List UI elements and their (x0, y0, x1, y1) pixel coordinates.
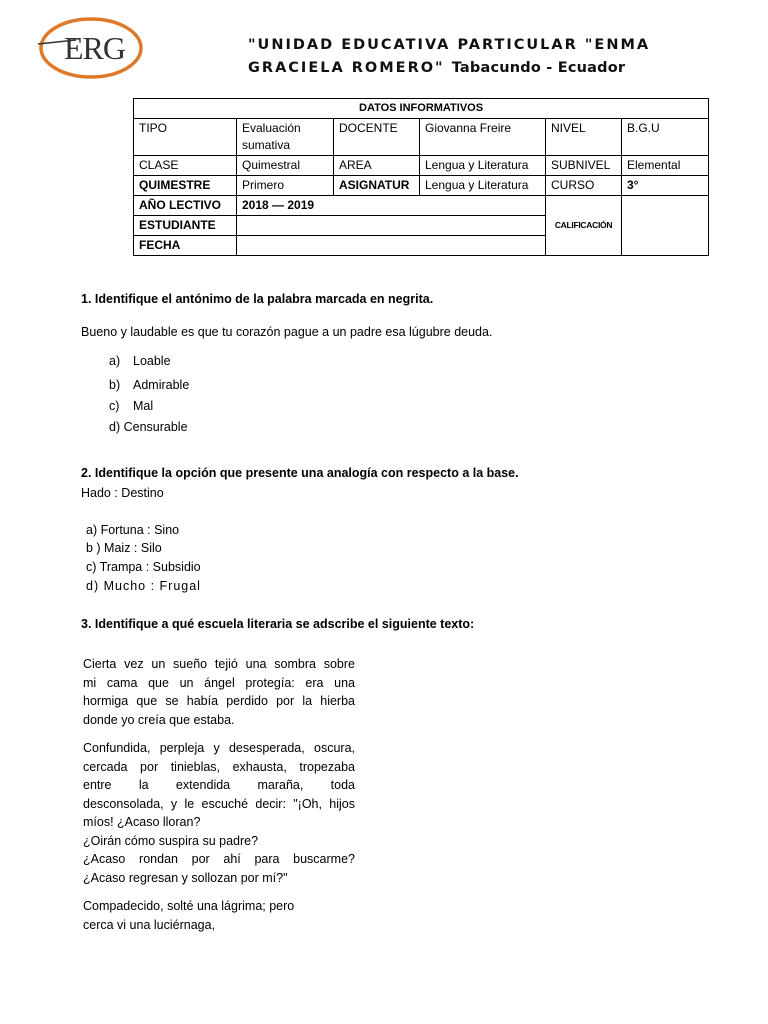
poem-stanza-1 (83, 655, 355, 729)
curso-label: CURSO (546, 176, 622, 196)
curso-value: 3° (622, 176, 709, 196)
poem-line: ¿Acaso regresan y sollozan por mí?" (83, 870, 288, 885)
info-table-title: DATOS INFORMATIVOS (134, 99, 709, 119)
school-logo (36, 14, 146, 82)
poem-line: cercada por tinieblas, exhausta, tropezaba (83, 759, 355, 774)
school-name-line-2: GRACIELA ROMERO" (248, 60, 445, 76)
quimestre-value: Primero (237, 176, 334, 196)
asignatura-label: ASIGNATUR (334, 176, 420, 196)
ano-lectivo-value: 2018 — 2019 (237, 196, 546, 216)
poem-line: Compadecido, solté una lágrima; pero (83, 899, 295, 913)
question-2: 2. Identifique la opción que presente una analogía con respecto a la base. (81, 466, 519, 480)
poem-line: donde yo creía que estaba. (83, 712, 235, 727)
poem-line: Cierta vez un sueño tejió una sombra sobre (83, 657, 355, 671)
subnivel-value: Elemental (622, 156, 709, 176)
q2-option-d[interactable]: d) Mucho : Frugal (86, 579, 201, 593)
calificacion-label: CALIFICACIÓN (546, 196, 622, 256)
poem-line: mi cama que un ángel protegía: era una (83, 675, 355, 690)
nivel-value: B.G.U (622, 119, 709, 156)
q2-option-a[interactable]: a) Fortuna : Sino (86, 523, 180, 537)
q1-option-c[interactable]: c) Mal (109, 399, 154, 413)
question-1-sentence: Bueno y laudable es que tu corazón pague a un padre esa lúgubre deuda. (81, 325, 493, 339)
docente-label: DOCENTE (334, 119, 420, 156)
school-name-line-1: "UNIDAD EDUCATIVA PARTICULAR "ENMA (248, 37, 651, 53)
poem-stanza-3 (83, 897, 355, 934)
svg-text:ERG: ERG (64, 30, 125, 66)
poem-line: entre la extendida maraña, toda (83, 778, 355, 792)
school-location: Tabacundo - Ecuador (451, 60, 626, 76)
poem-stanza-2 (83, 739, 355, 887)
poem-line: Confundida, perpleja y desesperada, oscura, (83, 741, 355, 755)
nivel-label: NIVEL (546, 119, 622, 156)
calificacion-field[interactable] (622, 196, 709, 256)
tipo-label: TIPO (134, 119, 237, 156)
q2-option-b[interactable]: b ) Maiz : Silo (86, 541, 162, 555)
question-2-base: Hado : Destino (81, 486, 164, 500)
question-1: 1. Identifique el antónimo de la palabra marcada en negrita. (81, 292, 434, 306)
q1-option-a[interactable]: a) Loable (109, 354, 171, 368)
poem-line: ¿Oirán cómo suspira su padre? (83, 833, 259, 848)
fecha-label: FECHA (134, 236, 237, 256)
area-label: AREA (334, 156, 420, 176)
poem-line: cerca vi una luciérnaga, (83, 917, 216, 932)
fecha-field[interactable] (237, 236, 546, 256)
clase-value: Quimestral (237, 156, 334, 176)
poem-line: desconsolada, y le escuché decir: "¡Oh, hijos (83, 796, 355, 811)
poem-line: hormiga que se había perdido por la hierba (83, 694, 355, 708)
subnivel-label: SUBNIVEL (546, 156, 622, 176)
info-table (133, 98, 709, 256)
area-value: Lengua y Literatura (420, 156, 546, 176)
school-name (248, 34, 668, 80)
q1-option-d[interactable]: d) Censurable (109, 420, 188, 434)
poem-line: ¿Acaso rondan por ahí para buscarme? (83, 852, 355, 866)
estudiante-label: ESTUDIANTE (134, 216, 237, 236)
docente-value: Giovanna Freire (420, 119, 546, 156)
clase-label: CLASE (134, 156, 237, 176)
q2-option-c[interactable]: c) Trampa : Subsidio (86, 560, 201, 574)
estudiante-field[interactable] (237, 216, 546, 236)
tipo-value: Evaluación sumativa (237, 119, 334, 156)
q1-option-b[interactable]: b) Admirable (109, 378, 190, 392)
quimestre-label: QUIMESTRE (134, 176, 237, 196)
ano-lectivo-label: AÑO LECTIVO (134, 196, 237, 216)
question-3: 3. Identifique a qué escuela literaria se adscribe el siguiente texto: (81, 617, 475, 631)
poem-line: míos! ¿Acaso lloran? (83, 815, 201, 829)
asignatura-value: Lengua y Literatura (420, 176, 546, 196)
